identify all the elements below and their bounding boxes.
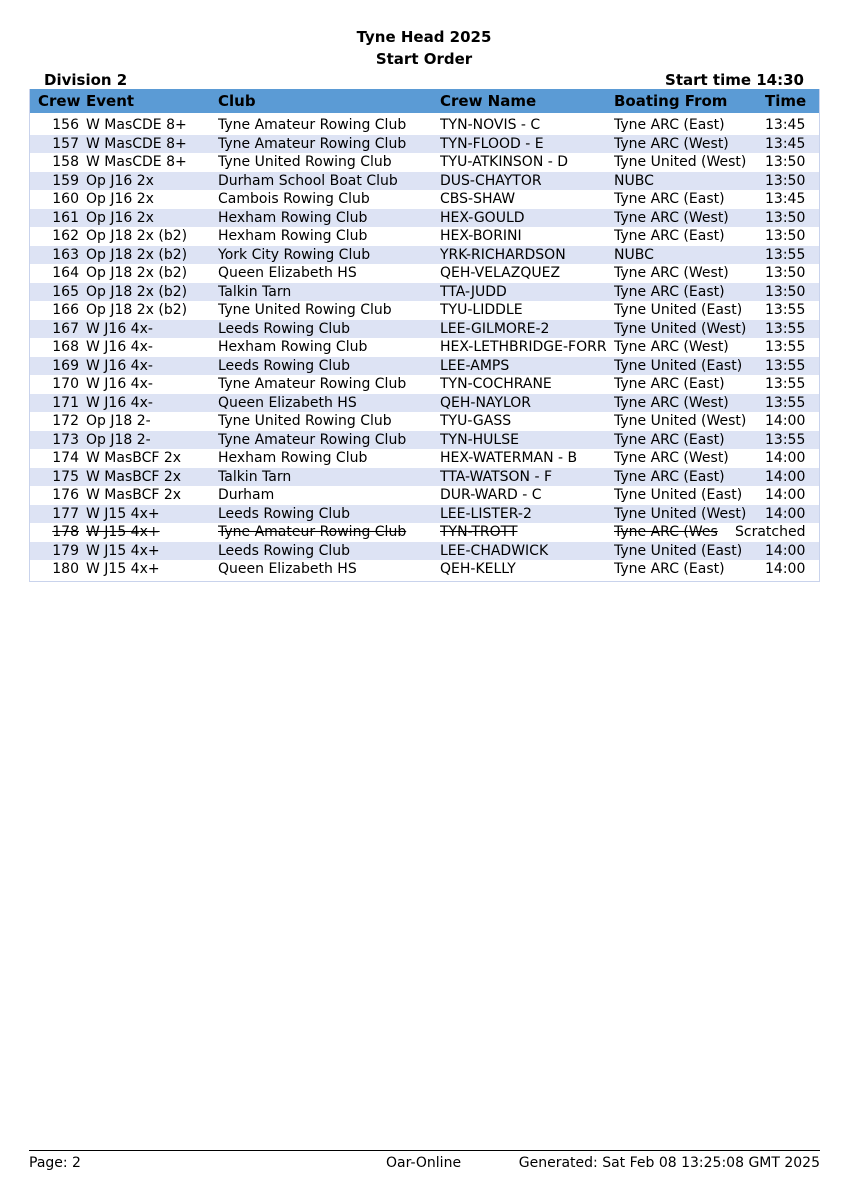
table-row <box>30 283 819 302</box>
cell-crew: 180 <box>52 561 79 577</box>
table-body <box>30 113 819 581</box>
cell-time: 14:00 <box>765 542 805 559</box>
cell-time: 14:00 <box>765 487 805 503</box>
cell-crew-name: TTA-WATSON - F <box>440 468 553 485</box>
cell-crew-name: HEX-GOULD <box>440 209 525 226</box>
cell-time: 13:55 <box>765 320 805 337</box>
cell-club: Durham <box>218 487 275 503</box>
col-header-time: Time <box>765 92 807 110</box>
cell-event: W J16 4x- <box>86 320 153 337</box>
cell-crew: 162 <box>52 228 79 244</box>
cell-crew: 164 <box>52 265 79 281</box>
cell-event: Op J18 2x (b2) <box>86 283 188 300</box>
cell-club: York City Rowing Club <box>218 246 371 263</box>
table-row <box>30 301 819 320</box>
cell-club: Tyne United Rowing Club <box>218 302 392 318</box>
cell-crew-name: TYU-ATKINSON - D <box>440 154 569 170</box>
cell-time: 13:55 <box>765 357 805 374</box>
cell-event: W MasBCF 2x <box>86 450 182 466</box>
cell-crew: 175 <box>52 468 79 485</box>
cell-club: Tyne United Rowing Club <box>218 154 392 170</box>
cell-crew: 170 <box>52 376 79 392</box>
cell-time: 14:00 <box>765 505 805 522</box>
cell-club: Leeds Rowing Club <box>218 542 351 559</box>
cell-event: W MasCDE 8+ <box>86 154 187 170</box>
cell-crew-name: TYN-COCHRANE <box>440 376 552 392</box>
cell-crew: 166 <box>52 302 79 318</box>
cell-time: 13:45 <box>765 117 805 133</box>
cell-time: 13:45 <box>765 191 805 207</box>
cell-event: W MasCDE 8+ <box>86 117 187 133</box>
cell-crew: 156 <box>52 117 79 133</box>
cell-club: Queen Elizabeth HS <box>218 394 357 411</box>
cell-crew-name: TYU-LIDDLE <box>440 302 523 318</box>
col-header-club: Club <box>218 92 256 110</box>
document-subtitle: Start Order <box>375 50 473 68</box>
cell-time: 13:50 <box>765 209 805 226</box>
cell-event: W J16 4x- <box>86 339 153 355</box>
cell-crew-name: HEX-LETHBRIDGE-FORR <box>440 339 607 355</box>
cell-club: Durham School Boat Club <box>218 172 398 189</box>
cell-crew-name: TYN-NOVIS - C <box>440 117 541 133</box>
cell-event: W J15 4x+ <box>86 505 160 522</box>
cell-club: Talkin Tarn <box>218 468 292 485</box>
table-row <box>30 468 819 487</box>
cell-time: 13:55 <box>765 302 805 318</box>
cell-crew: 161 <box>52 209 79 226</box>
cell-time: 13:45 <box>765 135 805 152</box>
cell-crew-name: QEH-NAYLOR <box>440 394 532 411</box>
cell-club: Tyne Amateur Rowing Club <box>218 431 407 448</box>
cell-boating-from: Tyne ARC (East) <box>614 561 725 577</box>
cell-event: W J15 4x+ <box>86 524 160 540</box>
cell-time: 13:50 <box>765 154 805 170</box>
col-header-crew: Crew <box>38 92 81 110</box>
cell-event: Op J16 2x <box>86 191 154 207</box>
table-row <box>30 190 819 209</box>
table-row <box>30 505 819 524</box>
cell-time: 14:00 <box>765 468 805 485</box>
cell-time: 13:55 <box>765 431 805 448</box>
cell-crew-name: LEE-CHADWICK <box>440 542 549 559</box>
cell-time: 13:55 <box>765 376 805 392</box>
cell-crew-name: LEE-AMPS <box>440 357 510 374</box>
cell-time: Scratched <box>735 524 806 540</box>
table-row <box>30 338 819 357</box>
cell-club: Leeds Rowing Club <box>218 320 351 337</box>
footer-divider <box>29 1150 820 1151</box>
table-row <box>30 320 819 339</box>
cell-time: 13:55 <box>765 339 805 355</box>
cell-event: W J16 4x- <box>86 376 153 392</box>
cell-club: Leeds Rowing Club <box>218 505 351 522</box>
table-header <box>30 89 819 113</box>
cell-crew: 171 <box>52 394 79 411</box>
cell-club: Hexham Rowing Club <box>218 209 368 226</box>
cell-boating-from: Tyne United (East) <box>614 302 743 318</box>
table-row <box>30 375 819 394</box>
division-label: Division 2 <box>44 71 128 89</box>
cell-boating-from: Tyne United (West) <box>614 413 747 429</box>
cell-club: Tyne Amateur Rowing Club <box>218 117 407 133</box>
cell-boating-from: Tyne United (East) <box>614 487 743 503</box>
cell-boating-from: Tyne ARC (West) <box>614 339 729 355</box>
cell-crew-name: HEX-BORINI <box>440 228 522 244</box>
cell-crew: 157 <box>52 135 79 152</box>
cell-crew: 169 <box>52 357 79 374</box>
cell-boating-from: Tyne ARC (East) <box>614 431 725 448</box>
cell-club: Hexham Rowing Club <box>218 450 368 466</box>
cell-time: 13:50 <box>765 265 805 281</box>
cell-time: 13:55 <box>765 394 805 411</box>
cell-club: Hexham Rowing Club <box>218 339 368 355</box>
cell-crew: 168 <box>52 339 79 355</box>
cell-boating-from: Tyne ARC (West) <box>614 209 729 226</box>
cell-crew: 163 <box>52 246 79 263</box>
start-order-table <box>29 89 820 582</box>
cell-club: Leeds Rowing Club <box>218 357 351 374</box>
document-title: Tyne Head 2025 <box>356 28 492 46</box>
cell-crew: 167 <box>52 320 79 337</box>
cell-boating-from: Tyne United (East) <box>614 542 743 559</box>
cell-crew-name: TYU-GASS <box>440 413 512 429</box>
cell-crew: 177 <box>52 505 79 522</box>
cell-boating-from: Tyne ARC (West) <box>614 450 729 466</box>
cell-crew: 165 <box>52 283 79 300</box>
cell-boating-from: NUBC <box>614 172 654 189</box>
cell-boating-from: Tyne ARC (East) <box>614 191 725 207</box>
cell-crew: 172 <box>52 413 79 429</box>
generated-timestamp: Generated: Sat Feb 08 13:25:08 GMT 2025 <box>518 1155 820 1171</box>
cell-boating-from: Tyne ARC (West) <box>614 265 729 281</box>
cell-club: Cambois Rowing Club <box>218 191 370 207</box>
table-row <box>30 542 819 561</box>
col-header-boating-from: Boating From <box>614 92 728 110</box>
cell-crew-name: LEE-GILMORE-2 <box>440 320 550 337</box>
cell-crew: 173 <box>52 431 79 448</box>
cell-crew: 176 <box>52 487 79 503</box>
cell-crew-name: DUR-WARD - C <box>440 487 542 503</box>
brand-label: Oar-Online <box>386 1155 462 1171</box>
cell-crew-name: CBS-SHAW <box>440 191 516 207</box>
cell-event: W J15 4x+ <box>86 542 160 559</box>
start-time-label: Start time 14:30 <box>665 71 804 89</box>
table-row <box>30 560 819 579</box>
cell-event: Op J18 2- <box>86 431 151 448</box>
cell-crew-name: TTA-JUDD <box>440 283 507 300</box>
cell-boating-from: Tyne ARC (West) <box>614 394 729 411</box>
table-row <box>30 412 819 431</box>
cell-boating-from: NUBC <box>614 246 654 263</box>
table-row <box>30 357 819 376</box>
cell-event: Op J18 2x (b2) <box>86 302 188 318</box>
cell-club: Tyne United Rowing Club <box>218 413 392 429</box>
table-row <box>30 227 819 246</box>
cell-event: Op J16 2x <box>86 209 154 226</box>
table-row <box>30 486 819 505</box>
table-row <box>30 153 819 172</box>
cell-boating-from: Tyne ARC (Wes <box>614 524 718 540</box>
cell-crew-name: DUS-CHAYTOR <box>440 172 542 189</box>
cell-club: Hexham Rowing Club <box>218 228 368 244</box>
cell-club: Tyne Amateur Rowing Club <box>218 376 407 392</box>
table-row <box>30 116 819 135</box>
cell-crew-name: YRK-RICHARDSON <box>440 246 566 263</box>
cell-boating-from: Tyne United (West) <box>614 154 747 170</box>
cell-crew-name: TYN-HULSE <box>440 431 519 448</box>
table-row <box>30 431 819 450</box>
cell-event: Op J18 2- <box>86 413 151 429</box>
col-header-crew-name: Crew Name <box>440 92 537 110</box>
cell-boating-from: Tyne ARC (East) <box>614 228 725 244</box>
cell-time: 14:00 <box>765 450 805 466</box>
cell-crew: 158 <box>52 154 79 170</box>
cell-time: 13:55 <box>765 246 805 263</box>
cell-club: Talkin Tarn <box>218 283 292 300</box>
cell-event: Op J16 2x <box>86 172 154 189</box>
table-row <box>30 209 819 228</box>
cell-crew-name: TYN-FLOOD - E <box>440 135 544 152</box>
cell-event: W MasBCF 2x <box>86 487 182 503</box>
table-row <box>30 523 819 542</box>
cell-crew: 179 <box>52 542 79 559</box>
cell-event: W MasBCF 2x <box>86 468 182 485</box>
cell-crew: 174 <box>52 450 79 466</box>
cell-club: Tyne Amateur Rowing Club <box>218 135 407 152</box>
cell-time: 13:50 <box>765 172 805 189</box>
col-header-event: Event <box>86 92 135 110</box>
cell-event: W J15 4x+ <box>86 561 160 577</box>
table-row <box>30 135 819 154</box>
cell-boating-from: Tyne United (East) <box>614 357 743 374</box>
cell-time: 14:00 <box>765 413 805 429</box>
cell-boating-from: Tyne ARC (West) <box>614 135 729 152</box>
cell-crew: 160 <box>52 191 79 207</box>
cell-event: W J16 4x- <box>86 394 153 411</box>
cell-crew-name: QEH-KELLY <box>440 561 516 577</box>
cell-boating-from: Tyne ARC (East) <box>614 117 725 133</box>
cell-crew: 159 <box>52 172 79 189</box>
cell-event: W MasCDE 8+ <box>86 135 187 152</box>
cell-boating-from: Tyne ARC (East) <box>614 468 725 485</box>
page-number: Page: 2 <box>29 1155 81 1171</box>
cell-boating-from: Tyne United (West) <box>614 505 747 522</box>
cell-boating-from: Tyne ARC (East) <box>614 376 725 392</box>
cell-crew-name: HEX-WATERMAN - B <box>440 450 578 466</box>
cell-event: Op J18 2x (b2) <box>86 228 188 244</box>
cell-time: 14:00 <box>765 561 805 577</box>
cell-event: W J16 4x- <box>86 357 153 374</box>
cell-event: Op J18 2x (b2) <box>86 265 188 281</box>
cell-club: Tyne Amateur Rowing Club <box>218 524 407 540</box>
cell-crew-name: TYN-TROTT <box>440 524 518 540</box>
cell-time: 13:50 <box>765 283 805 300</box>
cell-boating-from: Tyne United (West) <box>614 320 747 337</box>
table-row <box>30 264 819 283</box>
cell-crew: 178 <box>52 524 79 540</box>
table-row <box>30 449 819 468</box>
cell-club: Queen Elizabeth HS <box>218 561 357 577</box>
cell-crew-name: LEE-LISTER-2 <box>440 505 532 522</box>
cell-club: Queen Elizabeth HS <box>218 265 357 281</box>
cell-event: Op J18 2x (b2) <box>86 246 188 263</box>
cell-time: 13:50 <box>765 228 805 244</box>
cell-boating-from: Tyne ARC (East) <box>614 283 725 300</box>
table-row <box>30 172 819 191</box>
table-row <box>30 394 819 413</box>
table-row <box>30 246 819 265</box>
cell-crew-name: QEH-VELAZQUEZ <box>440 265 561 281</box>
